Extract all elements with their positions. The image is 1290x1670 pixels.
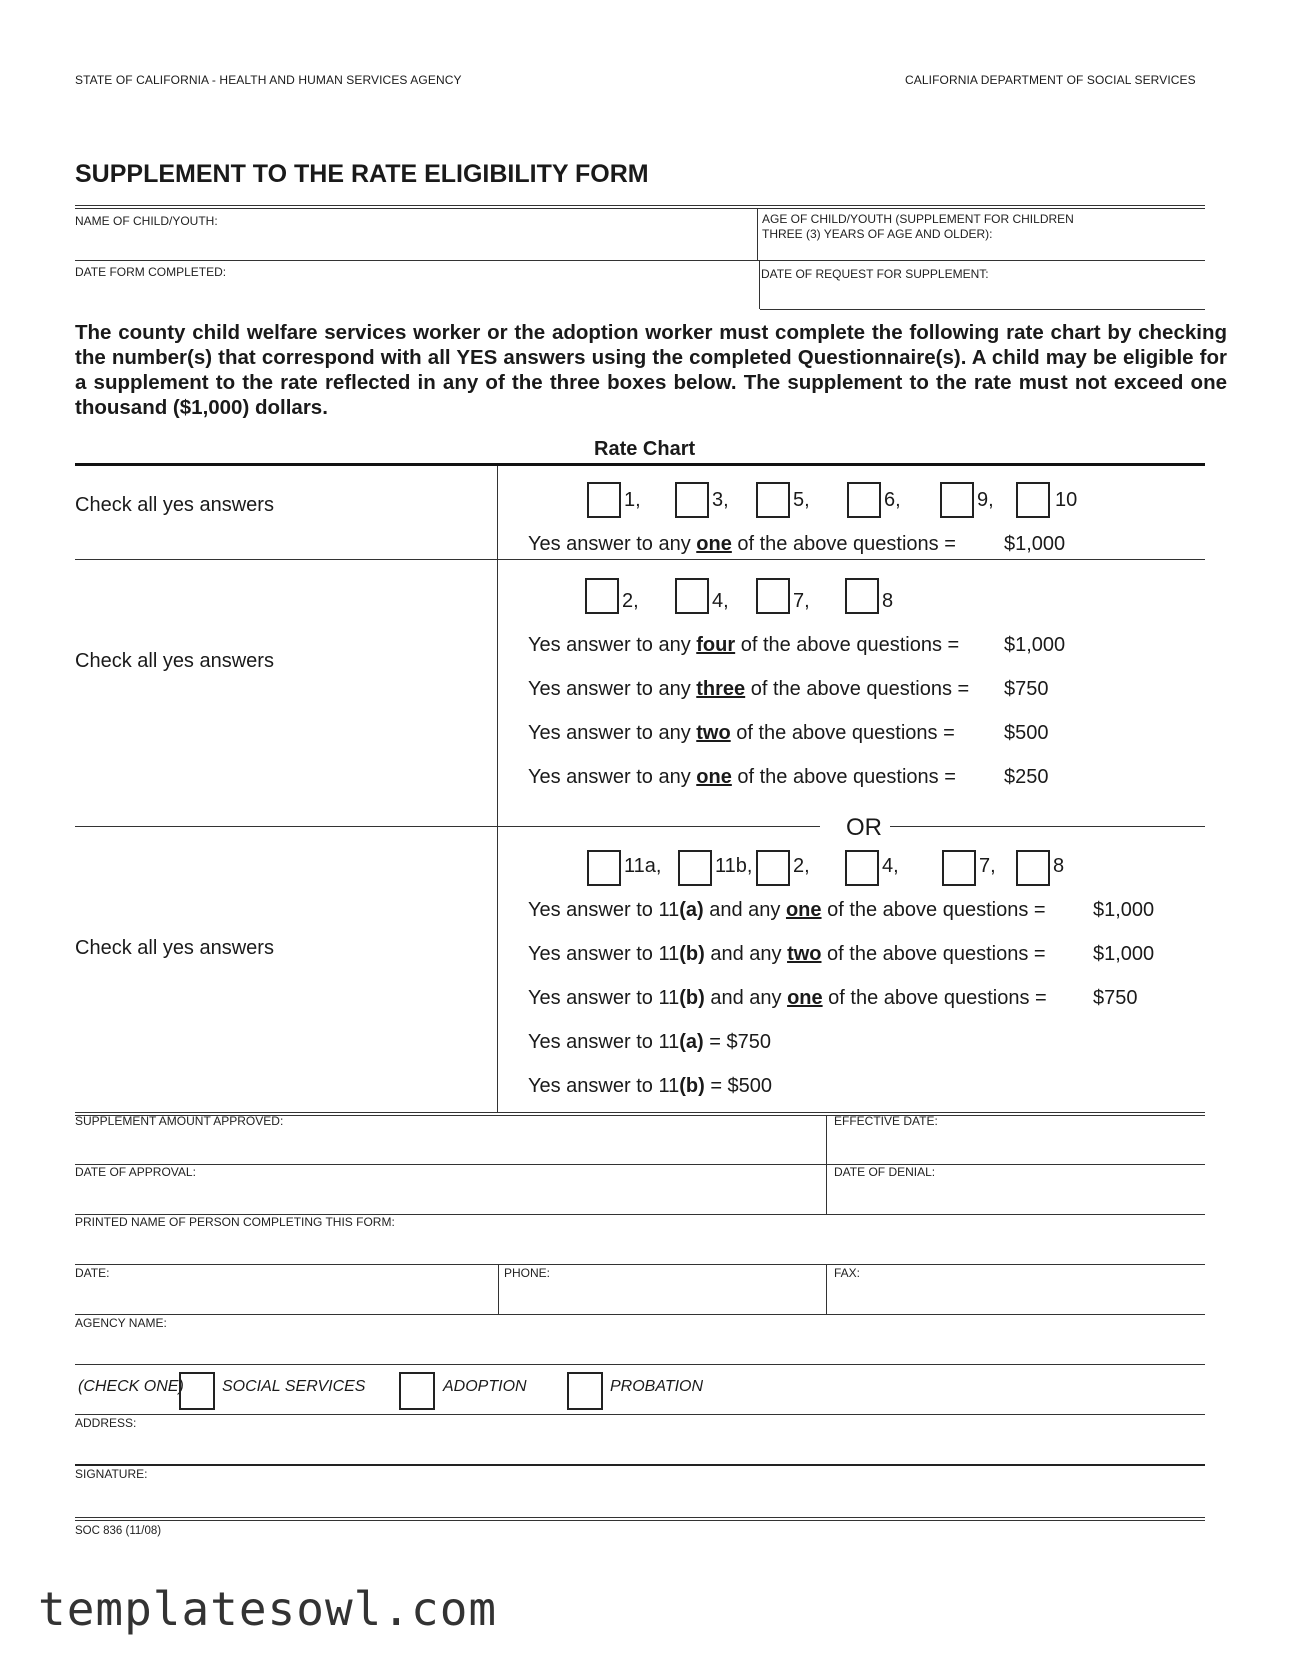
box3-rule-3: Yes answer to 11(b) and any one of the above questions = <box>528 987 1047 1009</box>
watermark: templatesowl.com <box>38 1582 498 1636</box>
question-8-label: 8 <box>882 590 894 612</box>
check-one-label: (CHECK ONE) <box>78 1378 184 1395</box>
box2-rule-1-amount: $1,000 <box>1004 634 1066 656</box>
box3-rule-3-amount: $750 <box>1093 987 1138 1009</box>
form-number: SOC 836 (11/08) <box>75 1525 162 1537</box>
question-8-checkbox[interactable] <box>845 578 879 614</box>
date-label: DATE: <box>75 1266 110 1280</box>
question-7-label: 7, <box>793 590 810 612</box>
date-of-request-field[interactable] <box>762 285 1202 307</box>
phone-field[interactable] <box>504 1284 820 1312</box>
box3-rule-2: Yes answer to 11(b) and any two of the above questions = <box>528 943 1046 965</box>
effective-date-field[interactable] <box>834 1132 1204 1162</box>
supplement-amount-label: SUPPLEMENT AMOUNT APPROVED: <box>75 1114 284 1128</box>
question-2b-checkbox[interactable] <box>756 850 790 886</box>
box3-rule-5: Yes answer to 11(b) = $500 <box>528 1075 773 1097</box>
fax-field[interactable] <box>834 1284 1204 1312</box>
row-label-box2: Check all yes answers <box>75 650 274 672</box>
question-9-label: 9, <box>977 489 994 511</box>
box1-rule-1-amount: $1,000 <box>1004 533 1066 555</box>
box2-rule-1: Yes answer to any four of the above questions = <box>528 634 960 656</box>
box2-rule-2-amount: $750 <box>1004 678 1049 700</box>
question-6-label: 6, <box>884 489 901 511</box>
box2-rule-4: Yes answer to any one of the above questions = <box>528 766 956 788</box>
question-2-label: 2, <box>622 590 639 612</box>
agency-name-field[interactable] <box>80 1334 1200 1362</box>
box2-rule-3: Yes answer to any two of the above questions = <box>528 722 955 744</box>
box2-rule-3-amount: $500 <box>1004 722 1049 744</box>
question-1-label: 1, <box>624 489 641 511</box>
date-form-completed-field[interactable] <box>80 283 750 307</box>
signature-label: SIGNATURE: <box>75 1467 148 1481</box>
question-10-checkbox[interactable] <box>1016 482 1050 518</box>
or-separator: OR <box>838 814 890 842</box>
box2-rule-4-amount: $250 <box>1004 766 1049 788</box>
box3-rule-1-amount: $1,000 <box>1093 899 1155 921</box>
question-3-checkbox[interactable] <box>675 482 709 518</box>
question-5-label: 5, <box>793 489 810 511</box>
date-of-denial-label: DATE OF DENIAL: <box>834 1165 936 1179</box>
name-of-child-label: NAME OF CHILD/YOUTH: <box>75 214 218 228</box>
question-2-checkbox[interactable] <box>585 578 619 614</box>
date-field[interactable] <box>80 1284 490 1312</box>
form-title: SUPPLEMENT TO THE RATE ELIGIBILITY FORM <box>75 160 649 188</box>
adoption-label: ADOPTION <box>443 1378 527 1395</box>
question-3-label: 3, <box>712 489 729 511</box>
probation-checkbox[interactable] <box>567 1372 603 1410</box>
age-of-child-field[interactable] <box>762 244 1202 258</box>
question-4-checkbox[interactable] <box>675 578 709 614</box>
question-8b-label: 8 <box>1053 855 1065 877</box>
social-services-checkbox[interactable] <box>179 1372 215 1410</box>
question-4-label: 4, <box>712 590 729 612</box>
adoption-checkbox[interactable] <box>399 1372 435 1410</box>
date-of-request-label: DATE OF REQUEST FOR SUPPLEMENT: <box>761 267 989 281</box>
address-label: ADDRESS: <box>75 1416 137 1430</box>
question-4b-label: 4, <box>882 855 899 877</box>
social-services-label: SOCIAL SERVICES <box>222 1378 366 1395</box>
question-6-checkbox[interactable] <box>847 482 881 518</box>
question-7b-label: 7, <box>979 855 996 877</box>
date-form-completed-label: DATE FORM COMPLETED: <box>75 265 227 279</box>
question-4b-checkbox[interactable] <box>845 850 879 886</box>
name-of-child-field[interactable] <box>80 232 750 256</box>
age-of-child-label-2: THREE (3) YEARS OF AGE AND OLDER): <box>762 227 993 241</box>
printed-name-field[interactable] <box>80 1232 1200 1262</box>
question-11a-checkbox[interactable] <box>587 850 621 886</box>
question-8b-checkbox[interactable] <box>1016 850 1050 886</box>
phone-label: PHONE: <box>504 1266 551 1280</box>
question-5-checkbox[interactable] <box>756 482 790 518</box>
question-9-checkbox[interactable] <box>940 482 974 518</box>
rate-chart-title: Rate Chart <box>594 438 696 460</box>
agency-header-right: CALIFORNIA DEPARTMENT OF SOCIAL SERVICES <box>905 73 1196 87</box>
date-of-approval-label: DATE OF APPROVAL: <box>75 1165 196 1179</box>
row-label-box1: Check all yes answers <box>75 494 274 516</box>
question-7-checkbox[interactable] <box>756 578 790 614</box>
box3-rule-2-amount: $1,000 <box>1093 943 1155 965</box>
signature-field[interactable] <box>80 1485 1200 1513</box>
box3-rule-4: Yes answer to 11(a) = $750 <box>528 1031 771 1053</box>
instructions-paragraph: The county child welfare services worker or the adoption worker must complete the following rate chart by checking the number(s) that correspond with all YES answers using the completed Questionnaire(s). A child may be eligible for a supplement to the rate reflected in any of the three boxes below. The supplement to the rate must not exceed one thousand ($1,000) dollars. <box>75 321 1227 419</box>
address-field[interactable] <box>80 1434 1200 1462</box>
question-11b-checkbox[interactable] <box>678 850 712 886</box>
box3-rule-1: Yes answer to 11(a) and any one of the above questions = <box>528 899 1046 921</box>
question-2b-label: 2, <box>793 855 810 877</box>
supplement-amount-field[interactable] <box>80 1132 820 1162</box>
effective-date-label: EFFECTIVE DATE: <box>834 1114 938 1128</box>
probation-label: PROBATION <box>610 1378 704 1395</box>
box1-rule-1: Yes answer to any one of the above questions = <box>528 533 956 555</box>
question-10-label: 10 <box>1055 489 1078 511</box>
question-11a-label: 11a, <box>624 855 662 877</box>
question-11b-label: 11b, <box>715 855 753 877</box>
date-of-denial-field[interactable] <box>834 1182 1204 1212</box>
question-1-checkbox[interactable] <box>587 482 621 518</box>
age-of-child-label-1: AGE OF CHILD/YOUTH (SUPPLEMENT FOR CHILDREN <box>762 212 1074 226</box>
fax-label: FAX: <box>834 1266 861 1280</box>
date-of-approval-field[interactable] <box>80 1182 820 1212</box>
box2-rule-2: Yes answer to any three of the above questions = <box>528 678 970 700</box>
agency-name-label: AGENCY NAME: <box>75 1316 167 1330</box>
agency-header-left: STATE OF CALIFORNIA - HEALTH AND HUMAN SERVICES AGENCY <box>75 73 462 87</box>
printed-name-label: PRINTED NAME OF PERSON COMPLETING THIS FORM: <box>75 1215 395 1229</box>
question-7b-checkbox[interactable] <box>942 850 976 886</box>
row-label-box3: Check all yes answers <box>75 937 274 959</box>
